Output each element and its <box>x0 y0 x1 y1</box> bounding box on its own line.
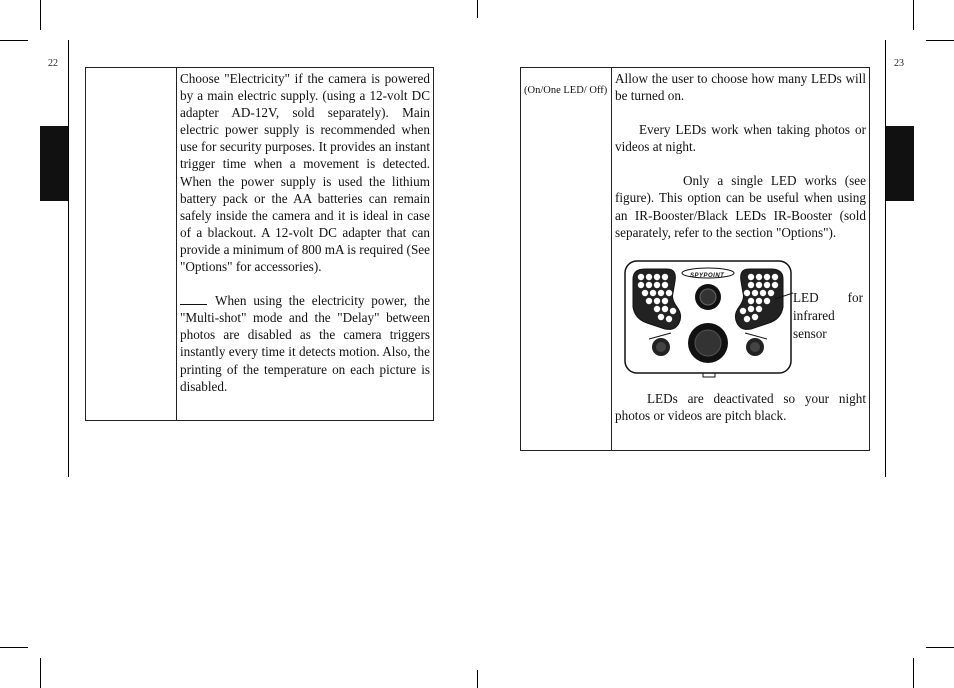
led-on-description: Every LEDs work when taking photos or videos at night. <box>615 122 866 155</box>
crop-mark <box>40 0 41 30</box>
camera-front-figure <box>615 255 866 385</box>
crop-mark <box>40 658 41 688</box>
led-settings-table <box>520 67 870 451</box>
led-one-description: Only a single LED works (see figure). This option can be useful when using an IR-Booster/Black LEDs IR-Booster (sold separately, refer to the section "Options"). <box>615 173 866 240</box>
crop-mark <box>477 670 478 688</box>
led-caption: LED for infrared sensor <box>793 289 863 341</box>
section-tab <box>40 126 68 201</box>
setting-description-cell <box>177 68 434 421</box>
electricity-description: Choose "Electricity" if the camera is powered by a main electric supply. (using a 12-volt DC adapter AD-12V, sold separately). Main electric power supply is recommended when use for security purposes. It provides an instant trigger time when a movement is detected. When the power supply is used the lithium battery pack or the AA batteries can remain safely inside the camera and it is ideal in case of a blackout. A 12-volt DC adapter that can provide a minimum of 800 mA is required (See "Options" for accessories). <box>180 71 430 275</box>
crop-mark <box>926 647 954 648</box>
setting-label-cell <box>521 68 612 451</box>
crop-mark <box>68 40 69 477</box>
crop-mark <box>0 40 28 41</box>
crop-mark <box>926 40 954 41</box>
crop-mark <box>477 0 478 18</box>
setting-label-cell <box>86 68 177 421</box>
note-marker <box>180 292 207 305</box>
led-intro: Allow the user to choose how many LEDs will be turned on. <box>615 71 866 104</box>
led-off-description: LEDs are deactivated so your night photos or videos are pitch black. <box>615 390 866 423</box>
crop-mark <box>913 658 914 688</box>
crop-mark <box>0 647 28 648</box>
setting-description-cell <box>612 68 870 451</box>
page-number: 22 <box>48 58 58 69</box>
crop-mark <box>885 40 886 477</box>
led-options-label: (On/One LED/ Off) <box>524 85 608 96</box>
electricity-note <box>180 292 430 395</box>
page-number: 23 <box>894 58 904 69</box>
brand-logo: SPYPOINT <box>690 272 725 279</box>
electricity-note-text: When using the electricity power, the "Multi-shot" mode and the "Delay" between photos are disabled as the camera triggers instantly every time it detects motion. Also, the printing of the temperature on each picture is disabled. <box>180 293 430 394</box>
power-settings-table <box>85 67 434 421</box>
section-tab <box>886 126 914 201</box>
crop-mark <box>913 0 914 30</box>
